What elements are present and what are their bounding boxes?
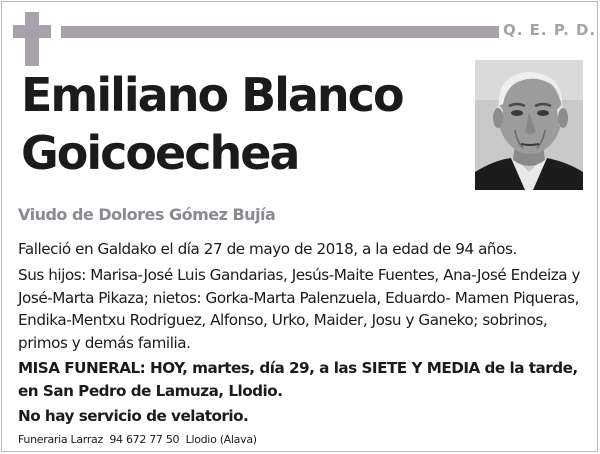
deceased-name-line2: Goicoechea <box>21 126 299 180</box>
wake-notice: No hay servicio de velatorio. <box>18 407 249 425</box>
deceased-name <box>21 66 471 182</box>
cross-icon <box>25 12 39 66</box>
obituary-card <box>1 1 598 452</box>
header-rule <box>61 26 499 38</box>
family-list: Sus hijos: Marisa-José Luis Gandarias, Jesús-Maite Fuentes, Ana-José Endeiza y José-Marta Pikaza; nietos: Gorka-Marta Palenzuela, Eduardo- Mamen Piqueras, Endika-Mentxu Rodriguez, Alfonso, Urko, Maider, Josu y Ganeko; sobrinos, primos y demás familia. <box>18 266 581 352</box>
qepd-label: Q. E. P. D. <box>503 21 597 39</box>
deceased-name-line1: Emiliano Blanco <box>21 68 403 122</box>
portrait-photo <box>475 60 583 190</box>
spouse-line: Viudo de Dolores Gómez Bujía <box>18 205 276 224</box>
death-announcement: Falleció en Galdako el día 27 de mayo de 2018, a la edad de 94 años. <box>18 240 517 258</box>
funeral-home-info: Funeraria Larraz 94 672 77 50 Llodio (Alava) <box>18 433 257 446</box>
cross-icon-bar <box>13 25 51 38</box>
funeral-mass: MISA FUNERAL: HOY, martes, día 29, a las SIETE Y MEDIA de la tarde, en San Pedro de Lamuza, Llodio. <box>18 359 578 400</box>
